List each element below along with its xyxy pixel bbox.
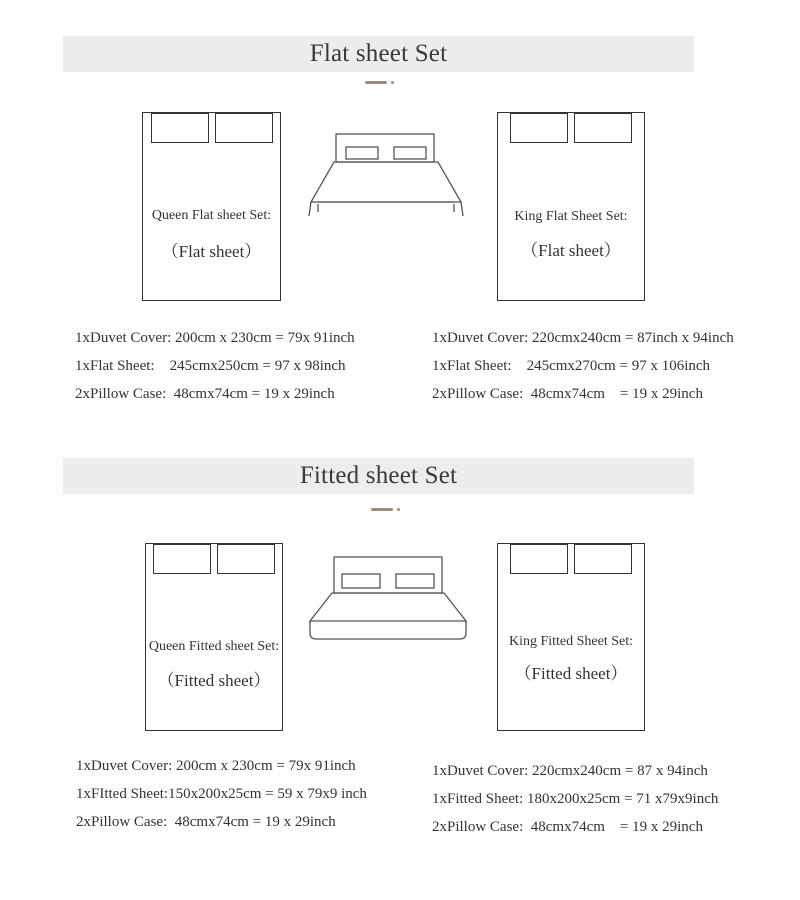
king-flat-spec-duvet: 1xDuvet Cover: 220cmx240cm = 87inch x 94inch: [432, 330, 734, 346]
king-flat-spec-sheet: 1xFlat Sheet: 245cmx270cm = 97 x 106inch: [432, 358, 711, 374]
queen-fitted-spec-pillow: 2xPillow Case: 48cmx74cm = 19 x 29inch: [76, 814, 336, 830]
queen-flat-spec-duvet: 1xDuvet Cover: 200cm x 230cm = 79x 91inch: [75, 330, 355, 346]
king-fitted-bed-diagram: [497, 543, 645, 731]
queen-flat-pillow-right: [215, 113, 273, 143]
queen-fitted-pillow-left: [153, 544, 211, 574]
flat-title-accent-line: [365, 81, 387, 84]
fitted-title-accent-dot: [397, 508, 400, 511]
flat-bed-illustration: [306, 130, 466, 220]
queen-fitted-spec-sheet: 1xFItted Sheet:150x200x25cm = 59 x 79x9 inch: [76, 786, 367, 802]
king-flat-label: King Flat Sheet Set:: [514, 209, 628, 224]
king-fitted-sublabel: （Fitted sheet）: [514, 664, 628, 683]
queen-fitted-sublabel: （Fitted sheet）: [157, 671, 271, 690]
king-flat-pillow-left: [510, 113, 568, 143]
king-flat-spec-pillow: 2xPillow Case: 48cmx74cm = 19 x 29inch: [432, 386, 703, 402]
king-fitted-spec-duvet: 1xDuvet Cover: 220cmx240cm = 87 x 94inch: [432, 763, 708, 779]
flat-section-banner: [63, 36, 694, 72]
flat-title-accent-dot: [391, 81, 394, 84]
queen-flat-spec-sheet: 1xFlat Sheet: 245cmx250cm = 97 x 98inch: [75, 358, 346, 374]
queen-flat-pillow-left: [151, 113, 209, 143]
king-fitted-pillow-right: [574, 544, 632, 574]
king-flat-sublabel: （Flat sheet）: [521, 241, 621, 260]
queen-flat-spec-pillow: 2xPillow Case: 48cmx74cm = 19 x 29inch: [75, 386, 335, 402]
queen-flat-label: Queen Flat sheet Set:: [151, 208, 272, 223]
queen-fitted-pillow-right: [217, 544, 275, 574]
king-flat-bed-diagram: [497, 112, 645, 301]
queen-flat-bed-diagram: [142, 112, 281, 301]
king-fitted-label: King Fitted Sheet Set:: [508, 634, 634, 649]
fitted-title-accent-line: [371, 508, 393, 511]
king-fitted-spec-pillow: 2xPillow Case: 48cmx74cm = 19 x 29inch: [432, 819, 703, 835]
fitted-section-title: Fitted sheet Set: [299, 462, 458, 489]
queen-fitted-label: Queen Fitted sheet Set:: [148, 639, 280, 654]
queen-fitted-bed-diagram: [145, 543, 283, 731]
king-fitted-spec-sheet: 1xFitted Sheet: 180x200x25cm = 71 x79x9inch: [432, 791, 719, 807]
king-flat-pillow-right: [574, 113, 632, 143]
fitted-bed-illustration: [306, 555, 471, 645]
flat-section-title: Flat sheet Set: [309, 40, 448, 67]
queen-flat-sublabel: （Flat sheet）: [161, 242, 262, 261]
queen-fitted-spec-duvet: 1xDuvet Cover: 200cm x 230cm = 79x 91inch: [76, 758, 356, 774]
fitted-section-banner: [63, 458, 694, 494]
king-fitted-pillow-left: [510, 544, 568, 574]
